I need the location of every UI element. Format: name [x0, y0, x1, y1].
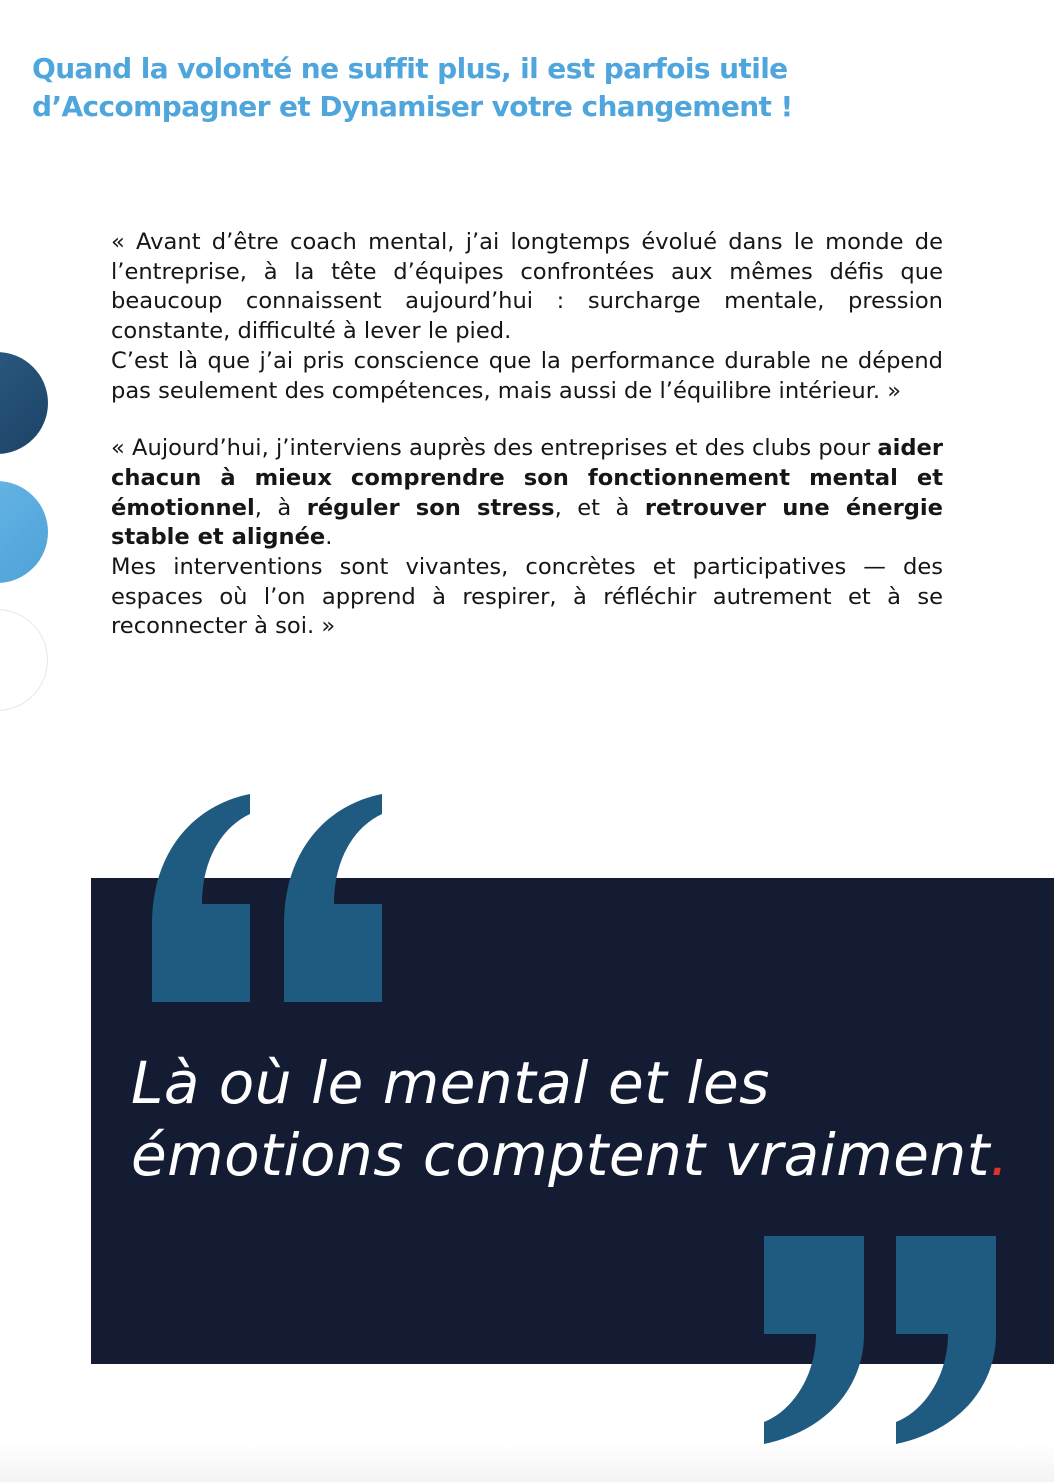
page-headline [32, 50, 1032, 126]
paragraph-1b: C’est là que j’ai pris conscience que la performance durable ne dépend pas seulement des compétences, mais aussi de l’équilibre intérieur. » [111, 347, 943, 404]
headline-line-1: Quand la volonté ne suffit plus, il est parfois utile [32, 52, 788, 85]
decorative-circle-dark [0, 352, 48, 454]
open-quote-icon [150, 792, 386, 1004]
paragraph-spacer [111, 406, 943, 434]
paragraph-2b: Mes interventions sont vivantes, concrètes et participatives — des espaces où l’on apprend à respirer, à réfléchir autrement et à se reconnecter à soi. » [111, 554, 943, 640]
page-bottom-shade [0, 1442, 1054, 1482]
quote-accent-dot: . [989, 1121, 1009, 1189]
headline-line-2: d’Accompagner et Dynamiser votre changement ! [32, 90, 793, 123]
paragraph-2-sep-2: , et à [554, 494, 645, 521]
decorative-circle-light [0, 481, 48, 583]
paragraph-2-intro: « Aujourd’hui, j’interviens auprès des entreprises et des clubs pour [111, 435, 878, 462]
quote-text [131, 1047, 1051, 1191]
quote-line-2-text: émotions comptent vraiment [131, 1121, 990, 1189]
testimonial-text [111, 228, 943, 642]
paragraph-2a [111, 434, 943, 553]
paragraph-2-bold-1: aider chacun à mieux comprendre son fonctionnement mental et émotionnel [111, 435, 943, 521]
quote-line-2 [131, 1119, 1051, 1191]
paragraph-2-sep-1: , à [254, 494, 307, 521]
paragraph-2-end: . [325, 524, 333, 551]
close-quote-icon [760, 1234, 1000, 1446]
paragraph-2-bold-2: réguler son stress [306, 494, 555, 521]
paragraph-1a: « Avant d’être coach mental, j’ai longtemps évolué dans le monde de l’entreprise, à la tête d’équipes confrontées aux mêmes défis que beaucoup connaissent aujourd’hui : surcharge mentale, pression constante, difficulté à lever le pied. [111, 229, 943, 345]
paragraph-2-bold-3: retrouver une énergie stable et alignée [111, 494, 943, 551]
decorative-circle-outline [0, 609, 48, 711]
quote-line-1: Là où le mental et les [131, 1049, 770, 1117]
